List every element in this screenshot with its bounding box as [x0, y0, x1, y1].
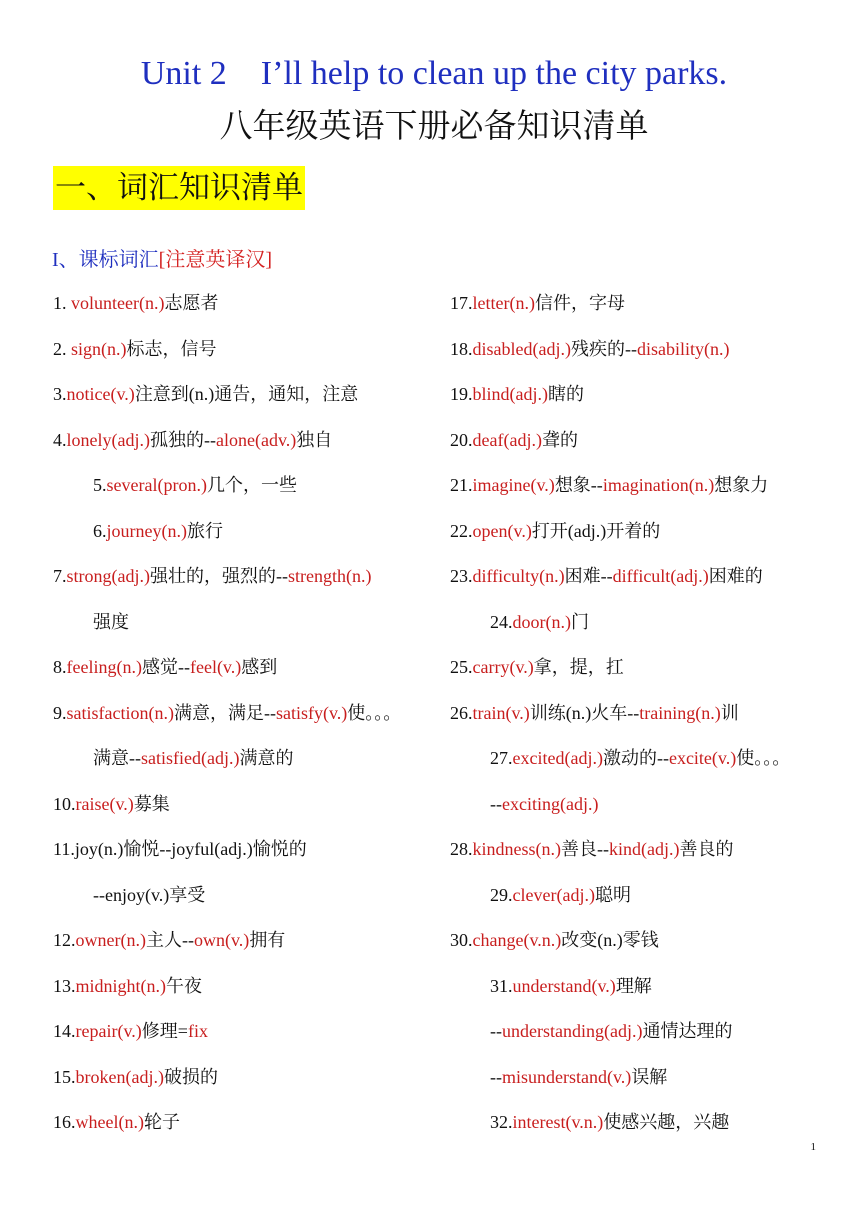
- vocab-entry: [490, 1065, 667, 1089]
- vocab-entry: [53, 382, 358, 406]
- vocab-term: kind(adj.): [609, 839, 680, 859]
- vocab-text: 困难的: [708, 566, 763, 586]
- vocab-term: strong(adj.): [66, 566, 150, 586]
- vocab-term: broken(adj.): [75, 1066, 164, 1087]
- vocab-entry: [93, 473, 297, 497]
- vocab-text: 25.: [450, 657, 473, 677]
- vocab-term: change(v.n.): [472, 930, 562, 950]
- page-number: 1: [810, 1141, 816, 1153]
- vocab-text: 满意--: [93, 748, 141, 768]
- vocab-term: notice(v.): [66, 384, 135, 404]
- vocab-text: 想象力: [714, 475, 769, 495]
- vocab-term: excited(adj.): [512, 748, 603, 768]
- vocab-text: 训: [720, 702, 739, 723]
- vocab-text: 1.: [53, 293, 71, 313]
- vocab-text: --: [490, 1021, 502, 1041]
- vocab-text: 拿，提，扛: [533, 657, 624, 677]
- vocab-entry: [53, 655, 277, 679]
- vocab-text: 使。。。: [347, 702, 402, 723]
- vocab-text: 想象--: [554, 475, 603, 495]
- vocab-term: exciting(adj.): [502, 793, 599, 814]
- subheading-note: [注意英译汉]: [158, 249, 272, 271]
- vocab-text: 16.: [53, 1112, 76, 1132]
- vocab-text: 20.: [450, 429, 473, 450]
- vocab-text: 23.: [450, 566, 473, 586]
- vocab-text: 29.: [490, 884, 513, 905]
- vocab-entry: [93, 883, 205, 907]
- vocab-text: 主人--: [145, 930, 194, 950]
- vocab-text: 打开(adj.)开着的: [531, 520, 661, 541]
- vocab-entry: [490, 610, 589, 634]
- vocab-text: 32.: [490, 1112, 513, 1132]
- vocab-text: 强壮的，强烈的--: [149, 566, 288, 586]
- vocab-text: 旅行: [186, 520, 223, 541]
- vocab-term: disabled(adj.): [472, 338, 571, 359]
- vocab-entry: [450, 928, 659, 952]
- vocab-term: excite(v.): [668, 748, 737, 768]
- vocab-term: difficulty(n.): [472, 566, 565, 586]
- vocab-term: understanding(adj.): [502, 1021, 643, 1041]
- vocab-term: kindness(n.): [472, 839, 561, 859]
- vocab-entry: [450, 291, 625, 315]
- vocab-term: clever(adj.): [512, 884, 595, 905]
- vocab-term: blind(adj.): [472, 384, 548, 404]
- vocab-entry: [490, 974, 652, 998]
- vocab-text: 门: [570, 611, 589, 632]
- vocab-term: feeling(n.): [66, 657, 142, 677]
- vocab-term: strength(n.): [287, 566, 372, 586]
- vocab-text: 募集: [133, 793, 170, 814]
- vocab-text: 30.: [450, 930, 473, 950]
- vocab-text: 志愿者: [164, 293, 219, 313]
- vocab-text: 激动的--: [602, 748, 669, 768]
- vocab-text: 善良的: [679, 839, 734, 859]
- vocab-term: own(v.): [193, 930, 250, 950]
- vocab-entry: [450, 473, 768, 497]
- vocab-text: 7.: [53, 566, 67, 586]
- vocab-entry: [450, 428, 578, 452]
- vocab-term: lonely(adj.): [66, 429, 150, 450]
- vocab-term: open(v.): [472, 520, 532, 541]
- vocab-text: 训练(n.)火车--: [529, 702, 640, 723]
- vocab-text: 独自: [296, 429, 333, 450]
- vocab-text: 9.: [53, 702, 67, 723]
- vocab-term: several(pron.): [106, 475, 207, 495]
- vocab-text: 瞎的: [547, 384, 584, 404]
- vocab-term: understand(v.): [512, 975, 616, 996]
- vocab-term: owner(n.): [75, 930, 146, 950]
- vocab-term: volunteer(n.): [71, 293, 165, 313]
- vocab-text: 感到: [241, 657, 278, 677]
- vocab-entry: [53, 564, 371, 588]
- vocab-term: imagine(v.): [472, 475, 555, 495]
- vocab-text: 26.: [450, 702, 473, 723]
- vocab-term: carry(v.): [472, 657, 534, 677]
- vocab-text: --: [490, 793, 502, 814]
- vocab-entry: [53, 701, 401, 725]
- title-english: Unit 2 I’ll help to clean up the city parks.: [140, 55, 728, 92]
- vocab-entry: [93, 610, 129, 634]
- vocab-term: interest(v.n.): [512, 1112, 604, 1132]
- vocab-text: 19.: [450, 384, 473, 404]
- vocab-text: 27.: [490, 748, 513, 768]
- vocab-entry: [53, 1110, 180, 1134]
- vocab-text: 24.: [490, 611, 513, 632]
- vocab-entry: [490, 1110, 729, 1134]
- vocab-text: 12.: [53, 930, 76, 950]
- vocab-text: 聋的: [541, 429, 578, 450]
- vocab-entry: [53, 337, 217, 361]
- vocab-text: 4.: [53, 429, 67, 450]
- vocab-text: 几个，一些: [206, 475, 297, 495]
- vocab-entry: [53, 291, 218, 315]
- vocab-text: 17.: [450, 293, 473, 313]
- vocab-text: 强度: [93, 611, 129, 632]
- vocab-term: training(n.): [639, 702, 721, 723]
- subheading: [52, 243, 272, 272]
- vocab-term: disability(n.): [636, 338, 730, 359]
- vocab-text: 标志，信号: [126, 338, 217, 359]
- vocab-text: 误解: [631, 1066, 668, 1087]
- vocab-text: 困难--: [564, 566, 613, 586]
- vocab-text: 聪明: [594, 884, 631, 905]
- vocab-entry: [53, 974, 202, 998]
- vocab-entry: [53, 428, 332, 452]
- vocab-text: 理解: [615, 975, 652, 996]
- vocab-text: 2.: [53, 338, 71, 359]
- vocab-entry: [450, 382, 584, 406]
- vocab-term: midnight(n.): [75, 975, 166, 996]
- vocab-text: 3.: [53, 384, 67, 404]
- vocab-text: 31.: [490, 975, 513, 996]
- subheading-label: I、课标词汇: [52, 249, 159, 271]
- vocab-text: 5.: [93, 475, 107, 495]
- vocab-entry: [53, 792, 170, 816]
- vocab-text: 10.: [53, 793, 76, 814]
- vocab-text: 21.: [450, 475, 473, 495]
- vocab-entry: [93, 519, 223, 543]
- vocab-term: door(n.): [512, 611, 571, 632]
- vocab-text: 使感兴趣，兴趣: [603, 1112, 730, 1132]
- section-heading: 一、词汇知识清单: [53, 166, 305, 210]
- vocab-text: 拥有: [249, 930, 286, 950]
- vocab-text: 11.joy(n.)愉悦--joyful(adj.)愉悦的: [53, 839, 307, 859]
- vocab-entry: [490, 792, 598, 816]
- vocab-term: feel(v.): [189, 657, 242, 677]
- vocab-text: 注意到(n.)通告，通知，注意: [134, 384, 359, 404]
- vocab-text: 轮子: [143, 1112, 180, 1132]
- vocab-text: 孤独的--: [149, 429, 216, 450]
- vocab-term: difficult(adj.): [612, 566, 709, 586]
- vocab-entry: [450, 337, 729, 361]
- vocab-entry: [53, 1019, 208, 1043]
- vocab-entry: [450, 837, 733, 861]
- vocab-text: 信件，字母: [534, 293, 625, 313]
- vocab-term: train(v.): [472, 702, 530, 723]
- vocab-entry: [53, 928, 285, 952]
- vocab-text: 8.: [53, 657, 67, 677]
- vocab-text: 善良--: [561, 839, 609, 859]
- vocab-term: repair(v.): [75, 1021, 142, 1041]
- vocab-text: 满意的: [239, 748, 294, 768]
- vocab-text: 18.: [450, 338, 473, 359]
- vocab-text: 28.: [450, 839, 473, 859]
- vocab-text: 满意，满足--: [173, 702, 276, 723]
- vocab-text: --enjoy(v.)享受: [93, 884, 206, 905]
- vocab-term: raise(v.): [75, 793, 134, 814]
- title-chinese: 八年级英语下册必备知识清单: [219, 109, 649, 145]
- vocab-text: --: [490, 1066, 502, 1087]
- vocab-term: satisfy(v.): [275, 702, 348, 723]
- vocab-text: 午夜: [166, 975, 202, 996]
- vocab-term: satisfied(adj.): [141, 748, 240, 768]
- vocab-entry: [450, 519, 660, 543]
- vocab-entry: [53, 1065, 218, 1089]
- vocab-text: 15.: [53, 1066, 76, 1087]
- vocab-text: 使。。。: [736, 748, 791, 768]
- vocab-text: 22.: [450, 520, 473, 541]
- vocab-term: letter(n.): [472, 293, 535, 313]
- vocab-entry: [450, 564, 763, 588]
- vocab-text: 通情达理的: [642, 1021, 733, 1041]
- vocab-entry: [490, 746, 790, 770]
- vocab-term: satisfaction(n.): [66, 702, 174, 723]
- vocab-term: journey(n.): [106, 520, 187, 541]
- vocab-term: misunderstand(v.): [502, 1066, 632, 1087]
- vocab-term: deaf(adj.): [472, 429, 542, 450]
- vocab-entry: [53, 837, 307, 861]
- vocab-term: fix: [187, 1021, 208, 1041]
- vocab-entry: [490, 883, 631, 907]
- vocab-term: wheel(n.): [75, 1112, 144, 1132]
- vocab-text: 14.: [53, 1021, 76, 1041]
- vocab-text: 改变(n.)零钱: [561, 930, 659, 950]
- vocab-text: 13.: [53, 975, 76, 996]
- vocab-text: 破损的: [163, 1066, 218, 1087]
- vocab-text: 残疾的--: [570, 338, 637, 359]
- vocab-text: 修理=: [141, 1021, 188, 1041]
- vocab-text: 6.: [93, 520, 107, 541]
- vocab-entry: [490, 1019, 732, 1043]
- vocab-term: sign(n.): [71, 338, 127, 359]
- vocab-entry: [93, 746, 293, 770]
- vocab-term: alone(adv.): [215, 429, 297, 450]
- vocab-term: imagination(n.): [602, 475, 715, 495]
- vocab-entry: [450, 655, 624, 679]
- vocab-text: 感觉--: [141, 657, 190, 677]
- vocab-entry: [450, 701, 739, 725]
